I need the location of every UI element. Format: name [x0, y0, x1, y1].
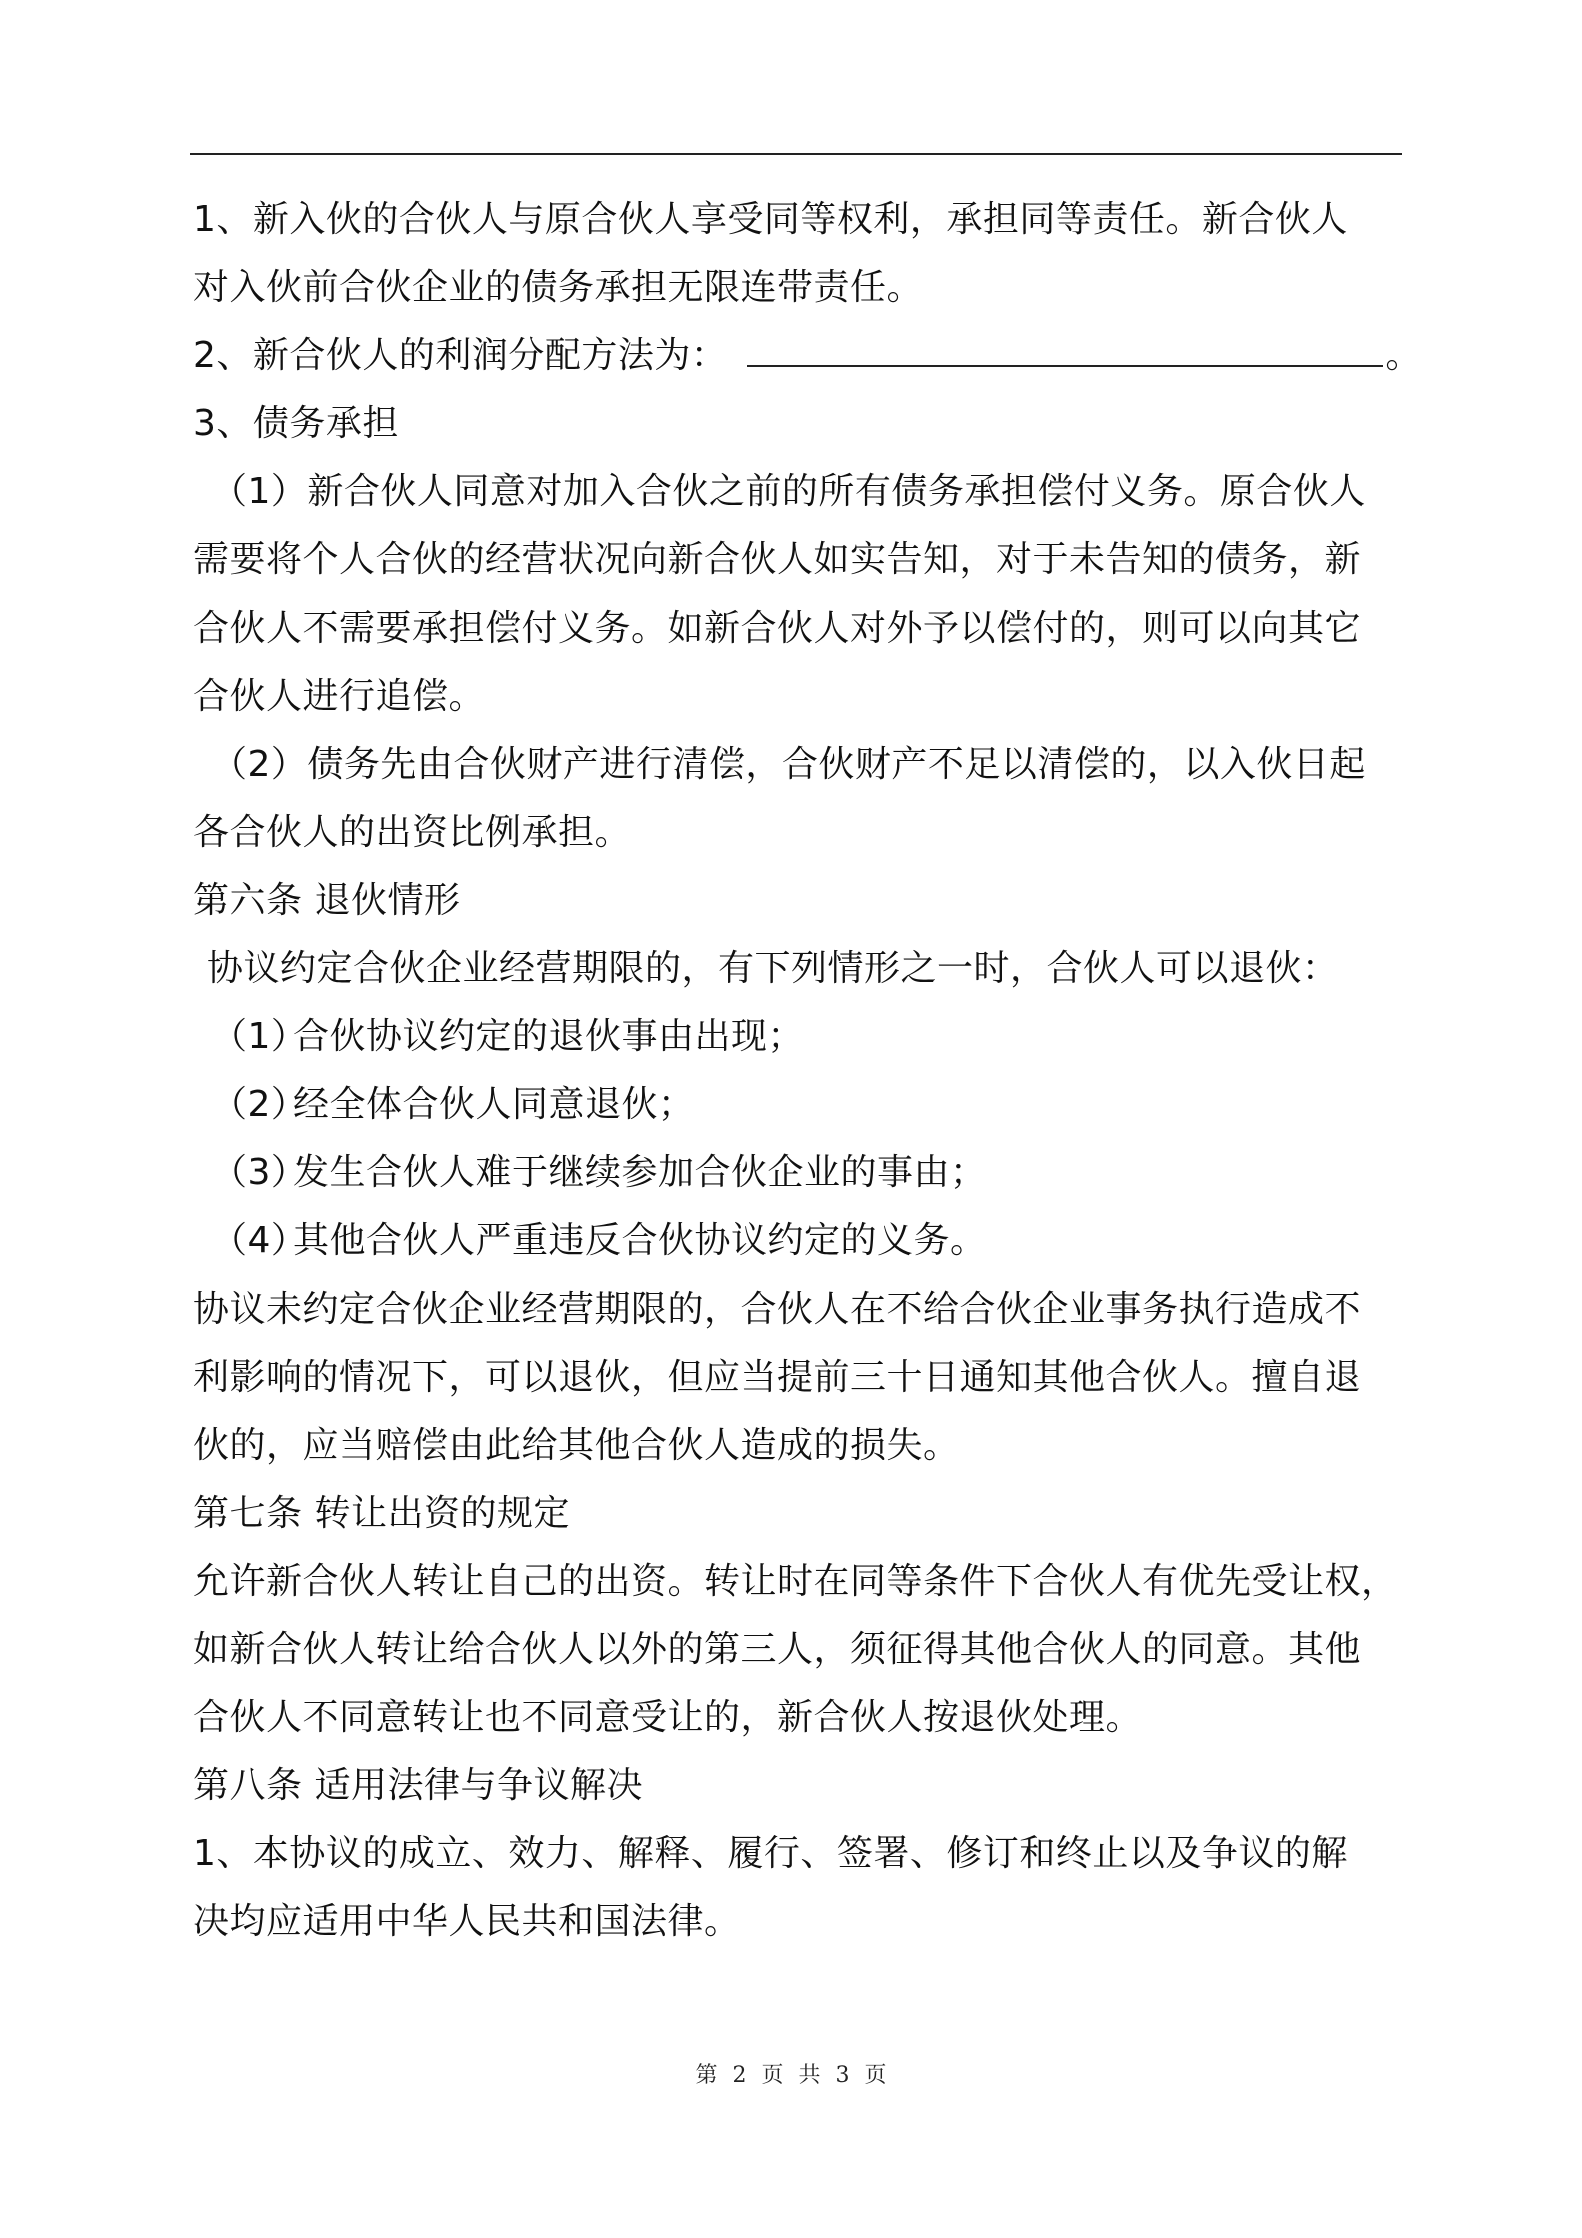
list-item	[193, 1139, 1405, 1207]
page-number: 第 2 页 共 3 页	[695, 2063, 887, 2088]
list-item	[193, 1003, 1405, 1071]
list-item-number: （4）	[211, 1220, 308, 1262]
article-heading: 第六条 退伙情形	[193, 879, 461, 921]
paragraph-line: 利影响的情况下，可以退伙，但应当提前三十日通知其他合伙人。擅自退	[193, 1356, 1362, 1398]
list-item-number: （1）	[211, 1016, 308, 1058]
blank-terminator: 。	[1385, 335, 1422, 377]
fill-in-blank	[747, 325, 1383, 367]
list-item	[193, 1071, 1405, 1139]
paragraph-line: 需要将个人合伙的经营状况向新合伙人如实告知，对于未告知的债务，新	[193, 539, 1362, 581]
article-heading: 第七条 转让出资的规定	[193, 1492, 570, 1534]
list-item-text: 经全体合伙人同意退伙；	[293, 1084, 695, 1126]
paragraph-line: 协议约定合伙企业经营期限的，有下列情形之一时，合伙人可以退伙：	[207, 948, 1339, 990]
paragraph-line: （1）新合伙人同意对加入合伙之前的所有债务承担偿付义务。原合伙人	[211, 471, 1366, 513]
list-item-number: （3）	[211, 1152, 308, 1194]
list-item-text: 发生合伙人难于继续参加合伙企业的事由；	[293, 1152, 987, 1194]
blank-label: 2、新合伙人的利润分配方法为：	[193, 335, 728, 377]
list-item-number: （2）	[211, 1084, 308, 1126]
paragraph-line: 决均应适用中华人民共和国法律。	[193, 1901, 741, 1943]
header-rule	[190, 153, 1402, 155]
paragraph-line: 合伙人不同意转让也不同意受让的，新合伙人按退伙处理。	[193, 1697, 1143, 1739]
paragraph-line: （2）债务先由合伙财产进行清偿，合伙财产不足以清偿的，以入伙日起	[211, 743, 1366, 785]
list-item-text: 其他合伙人严重违反合伙协议约定的义务。	[293, 1220, 987, 1262]
paragraph-line: 1、本协议的成立、效力、解释、履行、签署、修订和终止以及争议的解	[193, 1833, 1348, 1875]
article-heading: 第八条 适用法律与争议解决	[193, 1765, 643, 1807]
paragraph-line: 各合伙人的出资比例承担。	[193, 811, 632, 853]
paragraph-line-with-blank	[193, 322, 1422, 390]
paragraph-line: 对入伙前合伙企业的债务承担无限连带责任。	[193, 267, 924, 309]
list-item	[193, 1207, 1405, 1275]
paragraph-line: 1、新入伙的合伙人与原合伙人享受同等权利，承担同等责任。新合伙人	[193, 199, 1348, 240]
paragraph-line: 允许新合伙人转让自己的出资。转让时在同等条件下合伙人有优先受让权，	[193, 1560, 1398, 1602]
paragraph-line: 如新合伙人转让给合伙人以外的第三人，须征得其他合伙人的同意。其他	[193, 1628, 1362, 1670]
section-heading: 3、债务承担	[193, 403, 399, 445]
paragraph-line: 合伙人不需要承担偿付义务。如新合伙人对外予以偿付的，则可以向其它	[193, 607, 1362, 649]
paragraph-line: 伙的，应当赔偿由此给其他合伙人造成的损失。	[193, 1424, 960, 1466]
list-item-text: 合伙协议约定的退伙事由出现；	[293, 1016, 805, 1058]
paragraph-line: 协议未约定合伙企业经营期限的，合伙人在不给合伙企业事务执行造成不	[193, 1288, 1362, 1330]
paragraph-line: 合伙人进行追偿。	[193, 675, 486, 717]
document-body	[193, 186, 1422, 1956]
